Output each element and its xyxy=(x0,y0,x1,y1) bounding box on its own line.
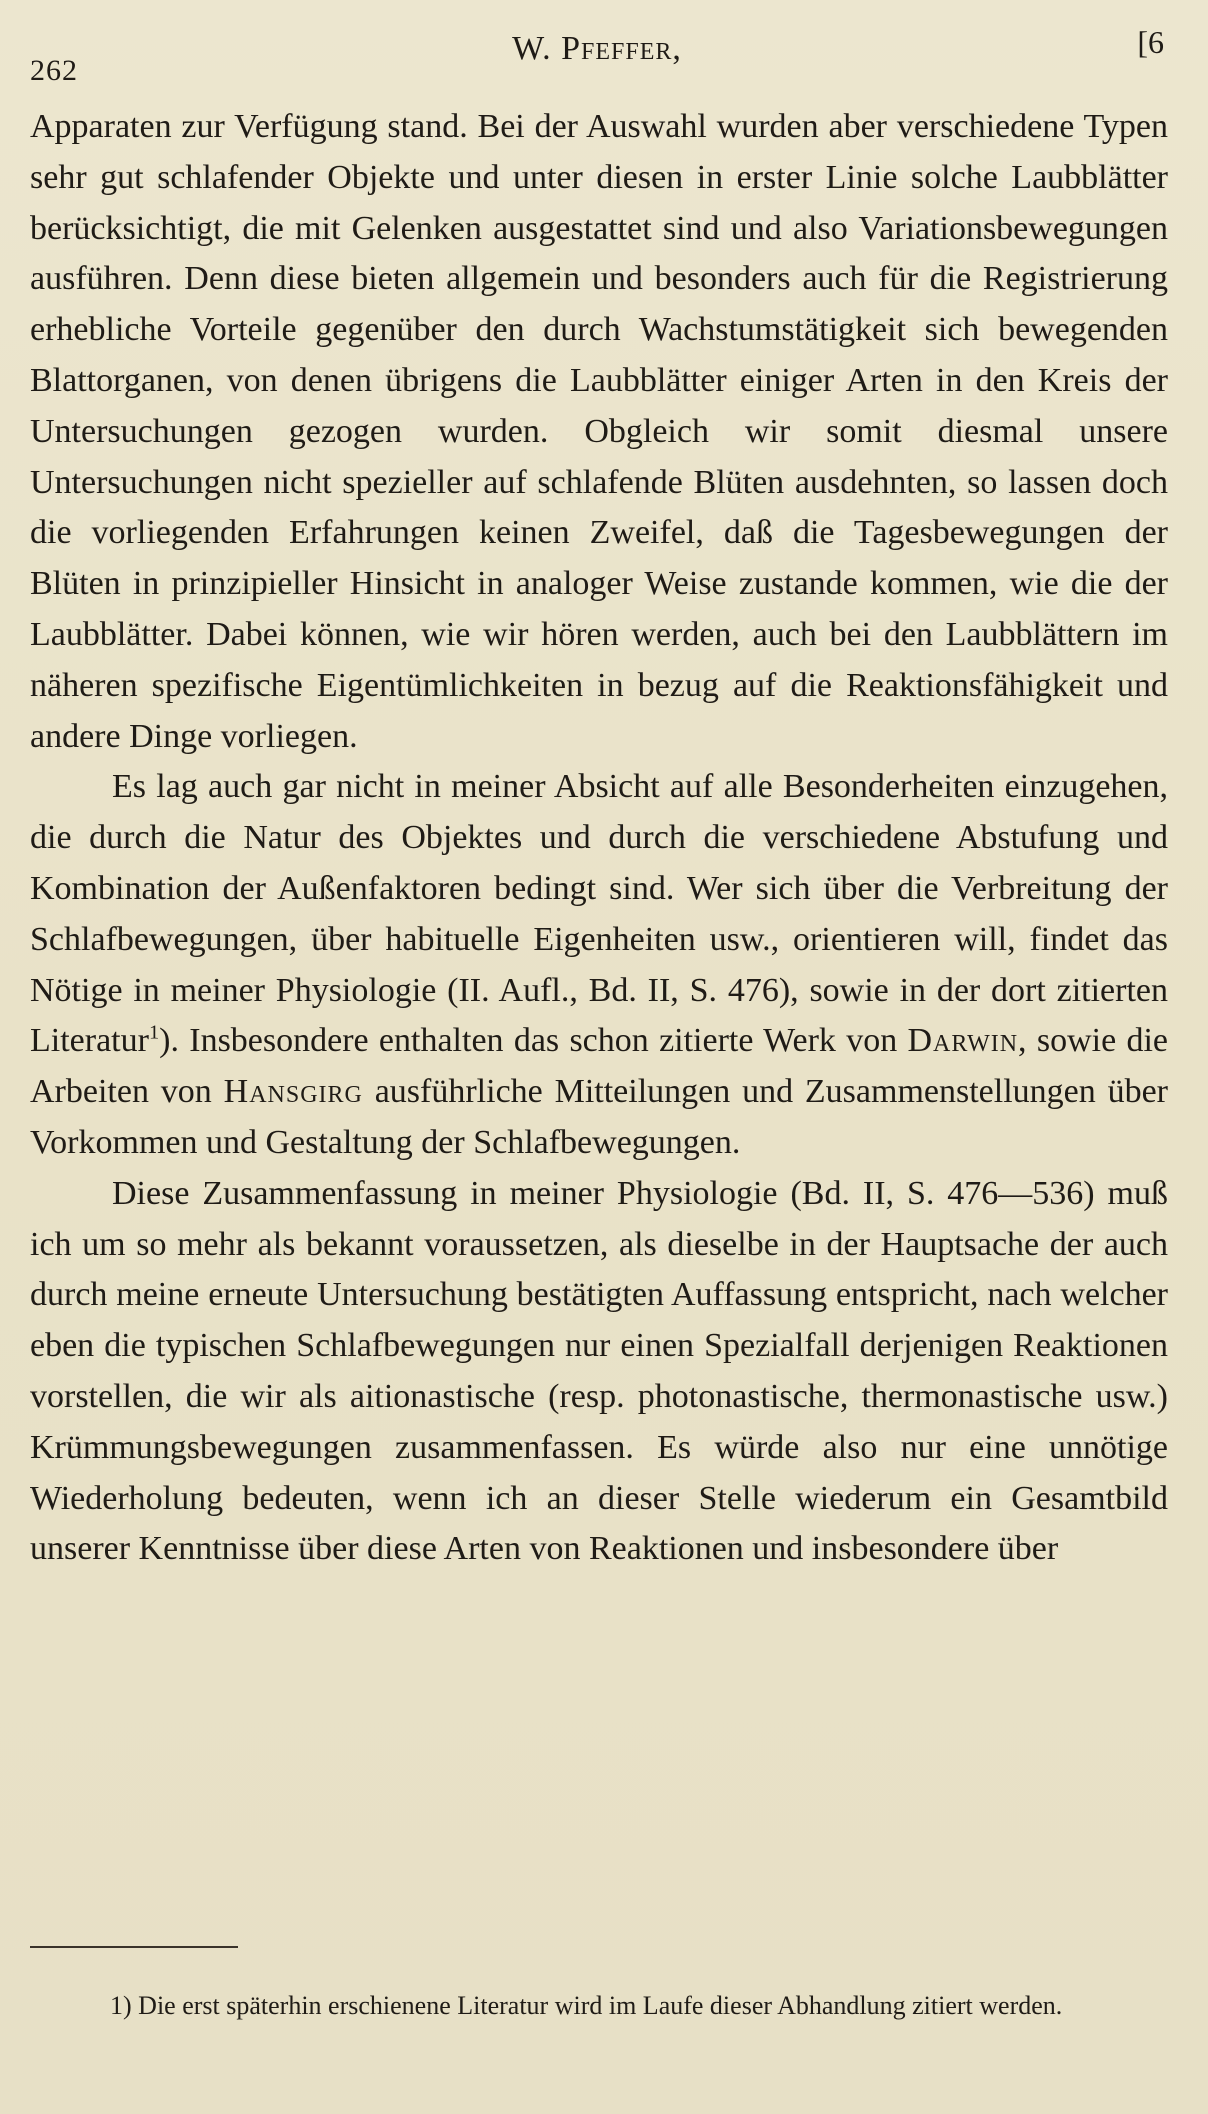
page-number: 262 xyxy=(30,54,78,87)
running-title xyxy=(30,30,1164,68)
author-hansgirg: Hansgirg xyxy=(223,1073,363,1111)
footnote-marker: 1) xyxy=(110,1991,132,2020)
paragraph-3: Diese Zusammenfassung in meiner Physiologie (Bd. II, S. 476—536) muß ich um so mehr als bekannt voraussetzen, als dieselbe in der Hauptsache der auch durch meine erneute Untersuchung bestätigten Auffassung entspricht, nach welcher eben die typischen Schlafbewegungen nur einen Spezialfall derjenigen Reaktionen vorstellen, die wir als aitionastische (resp. photonastische, thermonastische usw.) Krümmungsbewegungen zusammenfassen. Es würde also nur eine unnötige Wiederholung bedeuten, wenn ich an dieser Stelle wiederum ein Gesamtbild unserer Kenntnisse über diese Arten von Reaktionen und insbesondere über xyxy=(30,1174,1168,1568)
footnote-text: Die erst späterhin erschienene Literatur wird im Laufe dieser Abhandlung zitiert werden. xyxy=(138,1991,1063,2020)
footnote-reference: 1 xyxy=(148,1022,160,1045)
paragraph-2 xyxy=(30,762,1168,1168)
footnote-divider xyxy=(30,1946,238,1948)
section-mark: [6 xyxy=(1137,24,1164,60)
body-text xyxy=(30,102,1168,1575)
author-name: W. Pfeffer, xyxy=(512,30,682,67)
paragraph-2-text-d: ausführliche Mitteilungen und Zusammenstellungen über Vorkommen und Gestaltung der Schlafbewegungen. xyxy=(30,1073,1168,1161)
footnote xyxy=(30,1988,1168,2024)
paragraph-2-text-b: ). Insbesondere enthalten das schon zitierte Werk von xyxy=(159,1022,908,1060)
author-darwin: Darwin xyxy=(907,1022,1019,1060)
paragraph-2-text-c: , sowie die Arbeiten von xyxy=(30,1022,1168,1111)
paragraph-2-text-a: Es lag auch gar nicht in meiner Absicht auf alle Besonderheiten einzugehen, die durch die Natur des Objektes und durch die verschiedene Abstufung und Kombination der Außenfaktoren bedingt sind. Wer sich über die Verbreitung der Schlafbewegungen, über habituelle Eigenheiten usw., orientieren will, findet das Nötige in meiner Physiologie (II. Aufl., Bd. II, S. 476), sowie in der dort zitierten Literatur xyxy=(30,768,1168,1060)
paragraph-1: Apparaten zur Verfügung stand. Bei der Auswahl wurden aber verschiedene Typen sehr gut schlafender Objekte und unter diesen in erster Linie solche Laubblätter berücksichtigt, die mit Gelenken ausgestattet sind und also Variationsbewegungen ausführen. Denn diese bieten allgemein und besonders auch für die Registrierung erhebliche Vorteile gegenüber den durch Wachstumstätigkeit sich bewegenden Blattorganen, von denen übrigens die Laubblätter einiger Arten in den Kreis der Untersuchungen gezogen wurden. Obgleich wir somit diesmal unsere Untersuchungen nicht spezieller auf schlafende Blüten ausdehnten, so lassen doch die vorliegenden Erfahrungen keinen Zweifel, daß die Tagesbewegungen der Blüten in prinzipieller Hinsicht in analoger Weise zustande kommen, wie die der Laubblätter. Dabei können, wie wir hören werden, auch bei den Laubblättern im näheren spezifische Eigentümlichkeiten in bezug auf die Reaktionsfähigkeit und andere Dinge vorliegen. xyxy=(30,108,1168,755)
page-header xyxy=(30,24,1164,87)
